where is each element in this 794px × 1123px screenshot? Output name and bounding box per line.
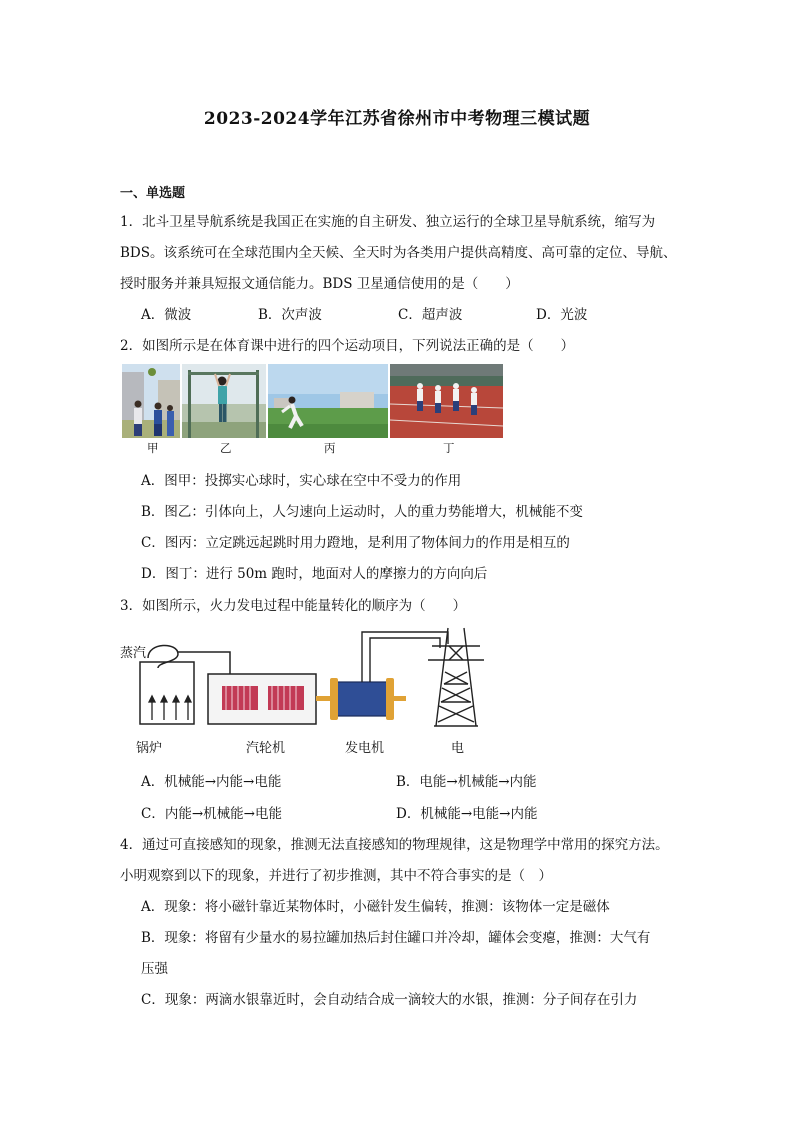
q1-line-1: 1．北斗卫星导航系统是我国正在实施的自主研发、独立运行的全球卫星导航系统，缩写为 [120,214,656,230]
photo-ding [390,364,503,438]
q1-option-c: C．超声波 [398,307,463,323]
photo-bing-image [268,364,388,438]
photo-yi-image [182,364,266,438]
q1-option-d: D．光波 [536,307,588,323]
photo-bing [268,364,388,438]
q3-option-b: B．电能→机械能→内能 [396,774,537,790]
q3-option-d: D．机械能→电能→内能 [396,806,538,822]
q4-option-b: B．现象：将留有少量水的易拉罐加热后封住罐口并冷却，罐体会变瘪，推测：大气有 [141,930,651,946]
q4-option-b-cont: 压强 [141,961,168,977]
q2-option-a: A．图甲：投掷实心球时，实心球在空中不受力的作用 [141,473,462,489]
power-plant-diagram [118,622,518,740]
q2-option-c: C．图丙：立定跳远起跳时用力蹬地，是利用了物体间力的作用是相互的 [141,535,570,551]
photo-label-ding: 丁 [443,441,455,455]
q1-line-2: BDS。该系统可在全球范围内全天候、全天时为各类用户提供高精度、高可靠的定位、导航、 [120,245,677,261]
label-turbine: 汽轮机 [246,741,286,756]
q3-option-c: C．内能→机械能→电能 [141,806,282,822]
section-heading: 一、单选题 [120,186,186,201]
q3-stem: 3．如图所示，火力发电过程中能量转化的顺序为（ ） [120,598,467,614]
q3-option-a: A．机械能→内能→电能 [141,774,282,790]
q2-stem: 2．如图所示是在体育课中进行的四个运动项目，下列说法正确的是（ ） [120,338,575,354]
q1-option-a: A．微波 [141,307,192,323]
steam-coil [148,645,178,668]
photo-jia-image [122,364,180,438]
photo-label-bing: 丙 [324,441,336,455]
q2-option-b: B．图乙：引体向上，人匀速向上运动时，人的重力势能增大，机械能不变 [141,504,583,520]
photo-label-jia: 甲 [147,441,159,455]
generator-shape [334,682,390,716]
boiler-shape [140,662,194,724]
label-generator: 发电机 [345,741,385,756]
q4-line-2: 小明观察到以下的现象，并进行了初步推测，其中不符合事实的是（ ） [120,868,552,884]
q2-option-d: D．图丁：进行 50m 跑时，地面对人的摩擦力的方向向后 [141,566,488,582]
q4-option-c: C．现象：两滴水银靠近时，会自动结合成一滴较大的水银，推测：分子间存在引力 [141,992,638,1008]
label-boiler: 锅炉 [136,741,163,756]
power-wire [362,632,448,682]
photo-label-yi: 乙 [220,441,232,455]
label-electricity: 电 [451,741,465,756]
q1-line-3: 授时服务并兼具短报文通信能力。BDS 卫星通信使用的是（ ） [120,276,519,292]
steam-pipe [178,652,230,674]
heat-arrows [149,696,191,720]
q4-line-1: 4．通过可直接感知的现象，推测无法直接感知的物理规律，这是物理学中常用的探究方法。 [120,837,669,853]
q4-option-a: A．现象：将小磁针靠近某物体时，小磁针发生偏转，推测：该物体一定是磁体 [141,899,610,915]
power-tower [428,628,484,726]
photo-ding-image [390,364,503,438]
label-steam: 蒸汽 [120,646,147,661]
page-title: 2023-2024学年江苏省徐州市中考物理三模试题 [203,109,591,129]
photo-yi [182,364,266,438]
q1-option-b: B．次声波 [258,307,322,323]
photo-jia [122,364,180,438]
